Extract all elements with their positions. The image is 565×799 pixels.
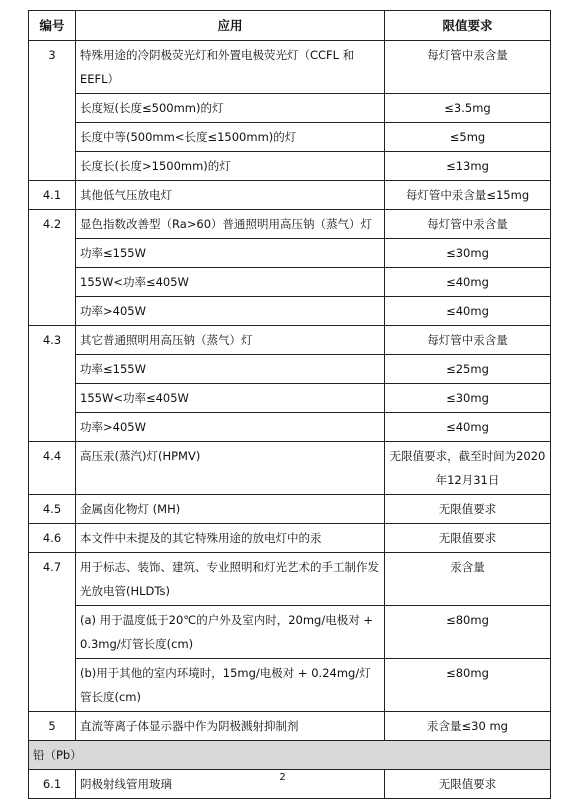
row-limit: 每灯管中汞含量 [385,326,551,355]
section-row-lead [29,741,551,770]
table-row [29,181,551,210]
row-num: 4.3 [29,326,76,442]
table-row [29,553,551,606]
row-num: 4.4 [29,442,76,495]
row-application: 长度中等(500mm<长度≤1500mm)的灯 [76,123,385,152]
table-row [29,41,551,94]
row-limit: ≤13mg [385,152,551,181]
table-row [29,413,551,442]
row-application: 其他低气压放电灯 [76,181,385,210]
row-limit: 每灯管中汞含量 [385,210,551,239]
row-application: 长度长(长度>1500mm)的灯 [76,152,385,181]
row-application: 用于标志、装饰、建筑、专业照明和灯光艺术的手工制作发光放电管(HLDTs) [76,553,385,606]
table-row [29,210,551,239]
row-application: (a) 用于温度低于20℃的户外及室内时，20mg/电极对 + 0.3mg/灯管长度(cm) [76,606,385,659]
row-application: 高压汞(蒸汽)灯(HPMV) [76,442,385,495]
row-application: 直流等离子体显示器中作为阴极溅射抑制剂 [76,712,385,741]
row-application: 功率≤155W [76,239,385,268]
row-limit: ≤40mg [385,268,551,297]
table-row [29,123,551,152]
row-application: 155W<功率≤405W [76,268,385,297]
row-application: 金属卤化物灯 (MH) [76,495,385,524]
row-application: 其它普通照明用高压钠（蒸气）灯 [76,326,385,355]
row-limit: ≤5mg [385,123,551,152]
row-limit: 无限值要求，截至时间为2020年12月31日 [385,442,551,495]
table-row [29,297,551,326]
row-application: 本文件中未提及的其它特殊用途的放电灯中的汞 [76,524,385,553]
row-application: 显色指数改善型（Ra>60）普通照明用高压钠（蒸气）灯 [76,210,385,239]
row-num: 3 [29,41,76,181]
row-application: 特殊用途的冷阴极荧光灯和外置电极荧光灯（CCFL 和 EEFL） [76,41,385,94]
row-num: 4.5 [29,495,76,524]
section-label: 铅（Pb） [29,741,551,770]
mercury-limits-table [28,10,551,799]
row-limit: ≤80mg [385,606,551,659]
row-num: 4.2 [29,210,76,326]
row-limit: ≤80mg [385,659,551,712]
row-limit: 每灯管中汞含量 [385,41,551,94]
header-num: 编号 [29,11,76,41]
row-application: 155W<功率≤405W [76,384,385,413]
table-header-row [29,11,551,41]
table-row [29,495,551,524]
table-row [29,94,551,123]
table-row [29,239,551,268]
row-limit: 汞含量 [385,553,551,606]
table-row [29,384,551,413]
table-row [29,152,551,181]
table-row [29,712,551,741]
row-limit: 汞含量≤30 mg [385,712,551,741]
row-application: (b)用于其他的室内环境时，15mg/电极对 + 0.24mg/灯管长度(cm) [76,659,385,712]
table-row [29,355,551,384]
row-application: 阴极射线管用玻璃 [76,770,385,799]
row-limit: 每灯管中汞含量≤15mg [385,181,551,210]
row-limit: ≤30mg [385,239,551,268]
row-limit: 无限值要求 [385,770,551,799]
row-num: 4.7 [29,553,76,712]
header-application: 应用 [76,11,385,41]
header-limit: 限值要求 [385,11,551,41]
table-row [29,524,551,553]
row-limit: ≤30mg [385,384,551,413]
table-row [29,659,551,712]
row-limit: 无限值要求 [385,524,551,553]
row-num: 5 [29,712,76,741]
row-application: 长度短(长度≤500mm)的灯 [76,94,385,123]
row-limit: ≤40mg [385,413,551,442]
row-application: 功率≤155W [76,355,385,384]
row-application: 功率>405W [76,413,385,442]
row-num: 6.1 [29,770,76,799]
row-application: 功率>405W [76,297,385,326]
table-row [29,268,551,297]
table-row [29,606,551,659]
page-number: 2 [279,772,286,783]
row-limit: 无限值要求 [385,495,551,524]
row-num: 4.6 [29,524,76,553]
table-row [29,326,551,355]
row-limit: ≤3.5mg [385,94,551,123]
table-row [29,442,551,495]
row-num: 4.1 [29,181,76,210]
row-limit: ≤25mg [385,355,551,384]
row-limit: ≤40mg [385,297,551,326]
